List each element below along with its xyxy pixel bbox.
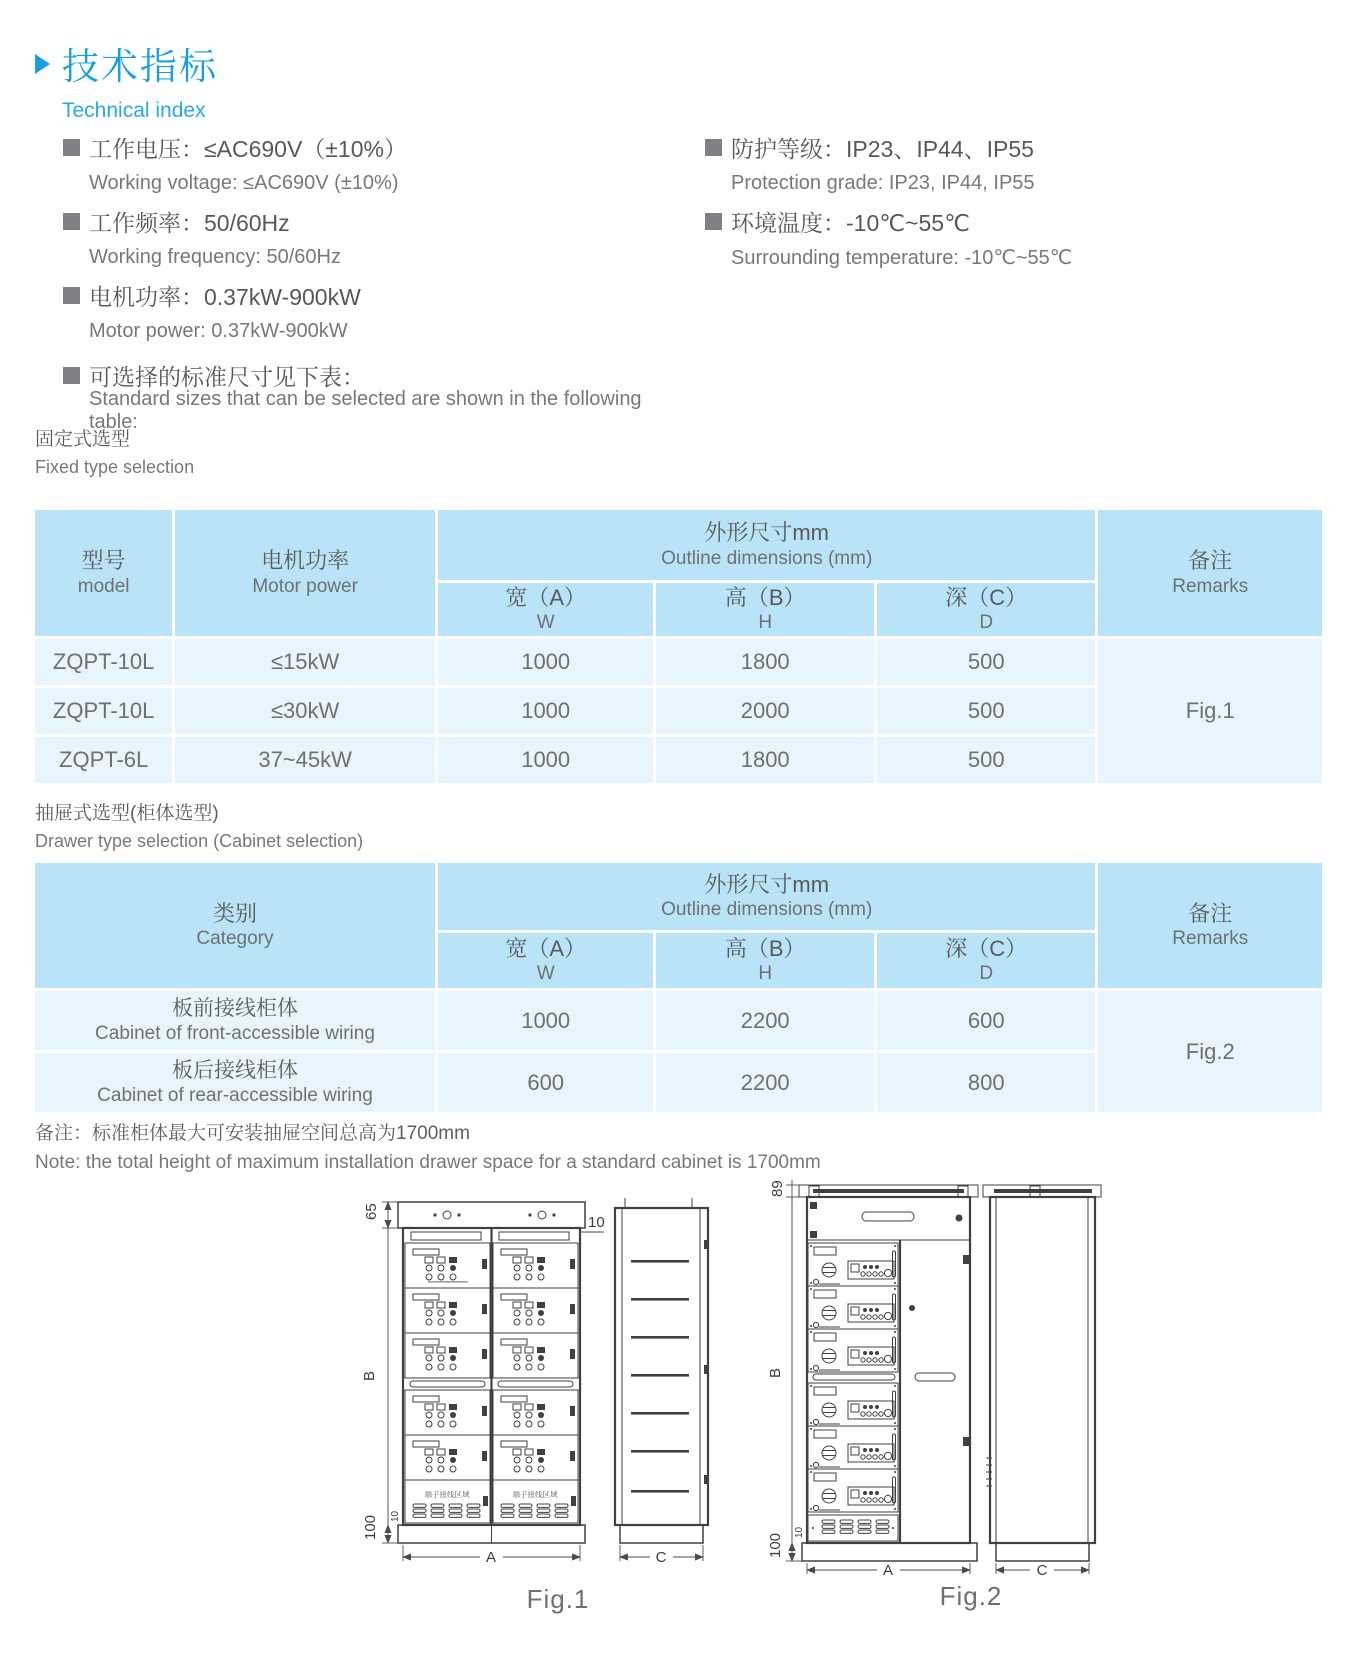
fig1-cap-indicator-icon — [433, 1211, 555, 1219]
fig2-dim-width: A — [882, 1562, 894, 1579]
spec-en: Protection grade: IP23, IP44, IP55 — [731, 171, 1035, 194]
cell-value: Fig.1 — [1185, 698, 1235, 723]
table-cell-height — [656, 1053, 874, 1112]
header-en: Outline dimensions (mm) — [661, 547, 873, 569]
table-cell-width — [438, 688, 654, 734]
fig1-dim-vent: 10 — [390, 1510, 401, 1522]
bullet-square-icon — [63, 139, 80, 156]
spec-en: Standard sizes that can be selected are shown in the following table: — [89, 388, 642, 433]
table-cell-model — [35, 737, 172, 783]
fig2-dim-vent: 10 — [794, 1526, 805, 1538]
terminal-area-label: 端子接线区域 — [512, 1490, 558, 1499]
header-cn: 型号 — [81, 548, 126, 574]
header-cn: 高（B） — [724, 935, 806, 961]
header-en: W — [536, 612, 555, 634]
table-cell-depth — [877, 737, 1096, 783]
header-cn: 电机功率 — [261, 548, 350, 574]
table-cell-model — [35, 639, 172, 685]
spec-item — [63, 128, 683, 200]
fig1-dim-overhang: 10 — [588, 1214, 605, 1231]
spec-en: Working frequency: 50/60Hz — [89, 245, 341, 268]
footnote-cn: 备注：标准柜体最大可安装抽屉空间总高为1700mm — [35, 1123, 470, 1144]
spec-item — [63, 276, 683, 348]
spec-cn: 环境温度：-10℃~55℃ — [731, 209, 970, 236]
table-cell-power — [175, 737, 435, 783]
header-en: model — [77, 575, 130, 597]
header-cn: 宽（A） — [505, 935, 587, 961]
section-fixed-type — [35, 424, 194, 478]
fig1-dim-top: 65 — [363, 1203, 380, 1220]
fig2-vent-section — [808, 1515, 898, 1541]
cell-value: 1000 — [521, 747, 571, 772]
cell-value: 600 — [967, 1007, 1005, 1033]
cell-value-cn: 板前接线柜体 — [171, 996, 298, 1020]
cell-value: 1800 — [740, 649, 790, 674]
bullet-square-icon — [63, 213, 80, 230]
header-en: Category — [196, 928, 274, 950]
cell-value: 600 — [527, 1069, 565, 1095]
header-cn: 外形尺寸mm — [704, 871, 830, 897]
terminal-area-label: 端子接线区域 — [424, 1490, 470, 1499]
fig1-front-view — [361, 1202, 605, 1566]
spec-cn: 防护等级：IP23、IP44、IP55 — [731, 135, 1034, 162]
table-cell-remarks — [1098, 991, 1322, 1112]
page-subtitle: Technical index — [62, 99, 206, 122]
table-cell-width — [438, 991, 654, 1050]
fig2-side-view — [983, 1185, 1101, 1579]
header-cn: 外形尺寸mm — [704, 520, 830, 546]
header-en: H — [758, 612, 773, 634]
fig2-dim-base: 100 — [767, 1532, 784, 1558]
fig2-front-view — [767, 1180, 978, 1579]
cell-value: ZQPT-10L — [52, 698, 155, 723]
cell-value: 1800 — [740, 747, 790, 772]
technical-drawings — [330, 1140, 1160, 1635]
col-header-outline-dimensions — [438, 863, 1096, 930]
header-en: Outline dimensions (mm) — [661, 899, 873, 921]
table-cell-category — [35, 1053, 435, 1112]
header-cn: 宽（A） — [505, 584, 587, 610]
table-cell-height — [656, 737, 874, 783]
fig2-caption: Fig.2 — [939, 1581, 1003, 1611]
spec-en: Working voltage: ≤AC690V (±10%) — [89, 171, 399, 194]
cell-value: Fig.2 — [1185, 1038, 1235, 1064]
col-header-remarks — [1098, 510, 1322, 636]
table-cell-remarks — [1098, 639, 1322, 783]
table-cell-width — [438, 737, 654, 783]
cell-value: 500 — [967, 747, 1005, 772]
col-header-outline-dimensions — [438, 510, 1096, 580]
cell-value: ZQPT-6L — [59, 747, 149, 772]
col-header-width — [438, 583, 654, 636]
spec-list-left — [63, 128, 683, 433]
spec-cn: 电机功率：0.37kW-900kW — [89, 283, 361, 310]
table-cell-depth — [877, 688, 1096, 734]
header-en: D — [979, 963, 994, 985]
col-header-width — [438, 933, 654, 988]
col-header-depth — [877, 933, 1096, 988]
header-en: Motor power — [252, 575, 358, 597]
fig2-dim-top: 89 — [769, 1180, 786, 1197]
cabinet-drawings-svg — [330, 1140, 1160, 1630]
header-cn: 类别 — [212, 900, 257, 926]
cell-value: ≤15kW — [270, 649, 340, 674]
section-title-en: Drawer type selection (Cabinet selection) — [35, 831, 364, 851]
section-arrow-icon — [35, 54, 50, 74]
fig1-caption: Fig.1 — [526, 1584, 590, 1614]
cell-value: 1000 — [521, 649, 571, 674]
spec-item — [63, 202, 683, 274]
header-cn: 深（C） — [945, 584, 1028, 610]
fig1-side-dimensions — [620, 1545, 703, 1566]
section-title-en: Fixed type selection — [35, 457, 195, 477]
table-cell-category — [35, 991, 435, 1050]
table-cell-power — [175, 639, 435, 685]
bullet-square-icon — [705, 139, 722, 156]
fig2-dim-height: B — [767, 1367, 784, 1378]
col-header-depth — [877, 583, 1096, 636]
header-en: H — [758, 963, 773, 985]
col-header-height — [656, 583, 874, 636]
cell-value: 500 — [967, 649, 1005, 674]
spec-item — [63, 356, 683, 433]
cell-value-en: Cabinet of front-accessible wiring — [95, 1022, 375, 1044]
spec-cn: 工作电压：≤AC690V（±10%） — [89, 135, 407, 162]
cell-value: 2200 — [740, 1007, 790, 1033]
spec-item — [705, 128, 1325, 200]
fig1-dim-depth: C — [655, 1549, 667, 1566]
cell-value-cn: 板后接线柜体 — [171, 1058, 298, 1082]
fixed-type-table — [35, 510, 1322, 783]
table-cell-depth — [877, 991, 1096, 1050]
cell-value: 800 — [967, 1069, 1005, 1095]
cell-value: 2000 — [740, 698, 790, 723]
table-cell-model — [35, 688, 172, 734]
header-cn: 备注 — [1188, 548, 1233, 574]
fig2-side-dimensions — [996, 1562, 1089, 1579]
spec-item — [705, 202, 1325, 274]
cell-value: 1000 — [521, 698, 571, 723]
cell-value-en: Cabinet of rear-accessible wiring — [97, 1084, 373, 1106]
cell-value: 500 — [967, 698, 1005, 723]
fig1-dim-width: A — [485, 1549, 497, 1566]
header-en: W — [536, 963, 555, 985]
col-header-remarks — [1098, 863, 1322, 988]
page-title: 技术指标 — [62, 46, 218, 87]
fig1-side-view — [615, 1198, 708, 1566]
section-drawer-type — [35, 798, 363, 852]
drawer-type-table — [35, 863, 1322, 1112]
table-cell-height — [656, 688, 874, 734]
col-header-motor-power — [175, 510, 435, 636]
header-cn: 备注 — [1188, 900, 1233, 926]
header-en: Remarks — [1172, 575, 1249, 597]
fig2-dim-depth: C — [1036, 1562, 1048, 1579]
page-header — [35, 36, 218, 123]
header-en: D — [979, 612, 994, 634]
col-header-model — [35, 510, 172, 636]
spec-cn: 可选择的标准尺寸见下表： — [89, 363, 365, 390]
cell-value: 37~45kW — [258, 747, 352, 772]
cell-value: 2200 — [740, 1069, 790, 1095]
section-title-cn: 固定式选型 — [35, 429, 131, 450]
table-cell-depth — [877, 639, 1096, 685]
fig1-dim-height: B — [361, 1370, 378, 1381]
header-en: Remarks — [1172, 928, 1249, 950]
col-header-category — [35, 863, 435, 988]
spec-en: Motor power: 0.37kW-900kW — [89, 319, 348, 342]
fig1-dim-base: 100 — [362, 1514, 379, 1540]
table-cell-width — [438, 1053, 654, 1112]
table-cell-power — [175, 688, 435, 734]
bullet-square-icon — [705, 213, 722, 230]
spec-en: Surrounding temperature: -10℃~55℃ — [731, 246, 1073, 269]
cell-value: 1000 — [521, 1007, 571, 1033]
bullet-square-icon — [63, 287, 80, 304]
header-cn: 深（C） — [945, 935, 1028, 961]
table-cell-width — [438, 639, 654, 685]
header-cn: 高（B） — [724, 584, 806, 610]
table-cell-depth — [877, 1053, 1096, 1112]
footnote-en: Note: the total height of maximum installation drawer space for a standard cabinet is 1700mm — [35, 1152, 821, 1173]
spec-cn: 工作频率：50/60Hz — [89, 209, 290, 236]
col-header-height — [656, 933, 874, 988]
cell-value: ZQPT-10L — [52, 649, 155, 674]
section-title-cn: 抽屉式选型(柜体选型) — [35, 803, 219, 824]
bullet-square-icon — [63, 367, 80, 384]
table-cell-height — [656, 991, 874, 1050]
fig2-door-panel — [909, 1255, 969, 1446]
cell-value: ≤30kW — [270, 698, 340, 723]
spec-list-right — [705, 128, 1325, 276]
table-cell-height — [656, 639, 874, 685]
